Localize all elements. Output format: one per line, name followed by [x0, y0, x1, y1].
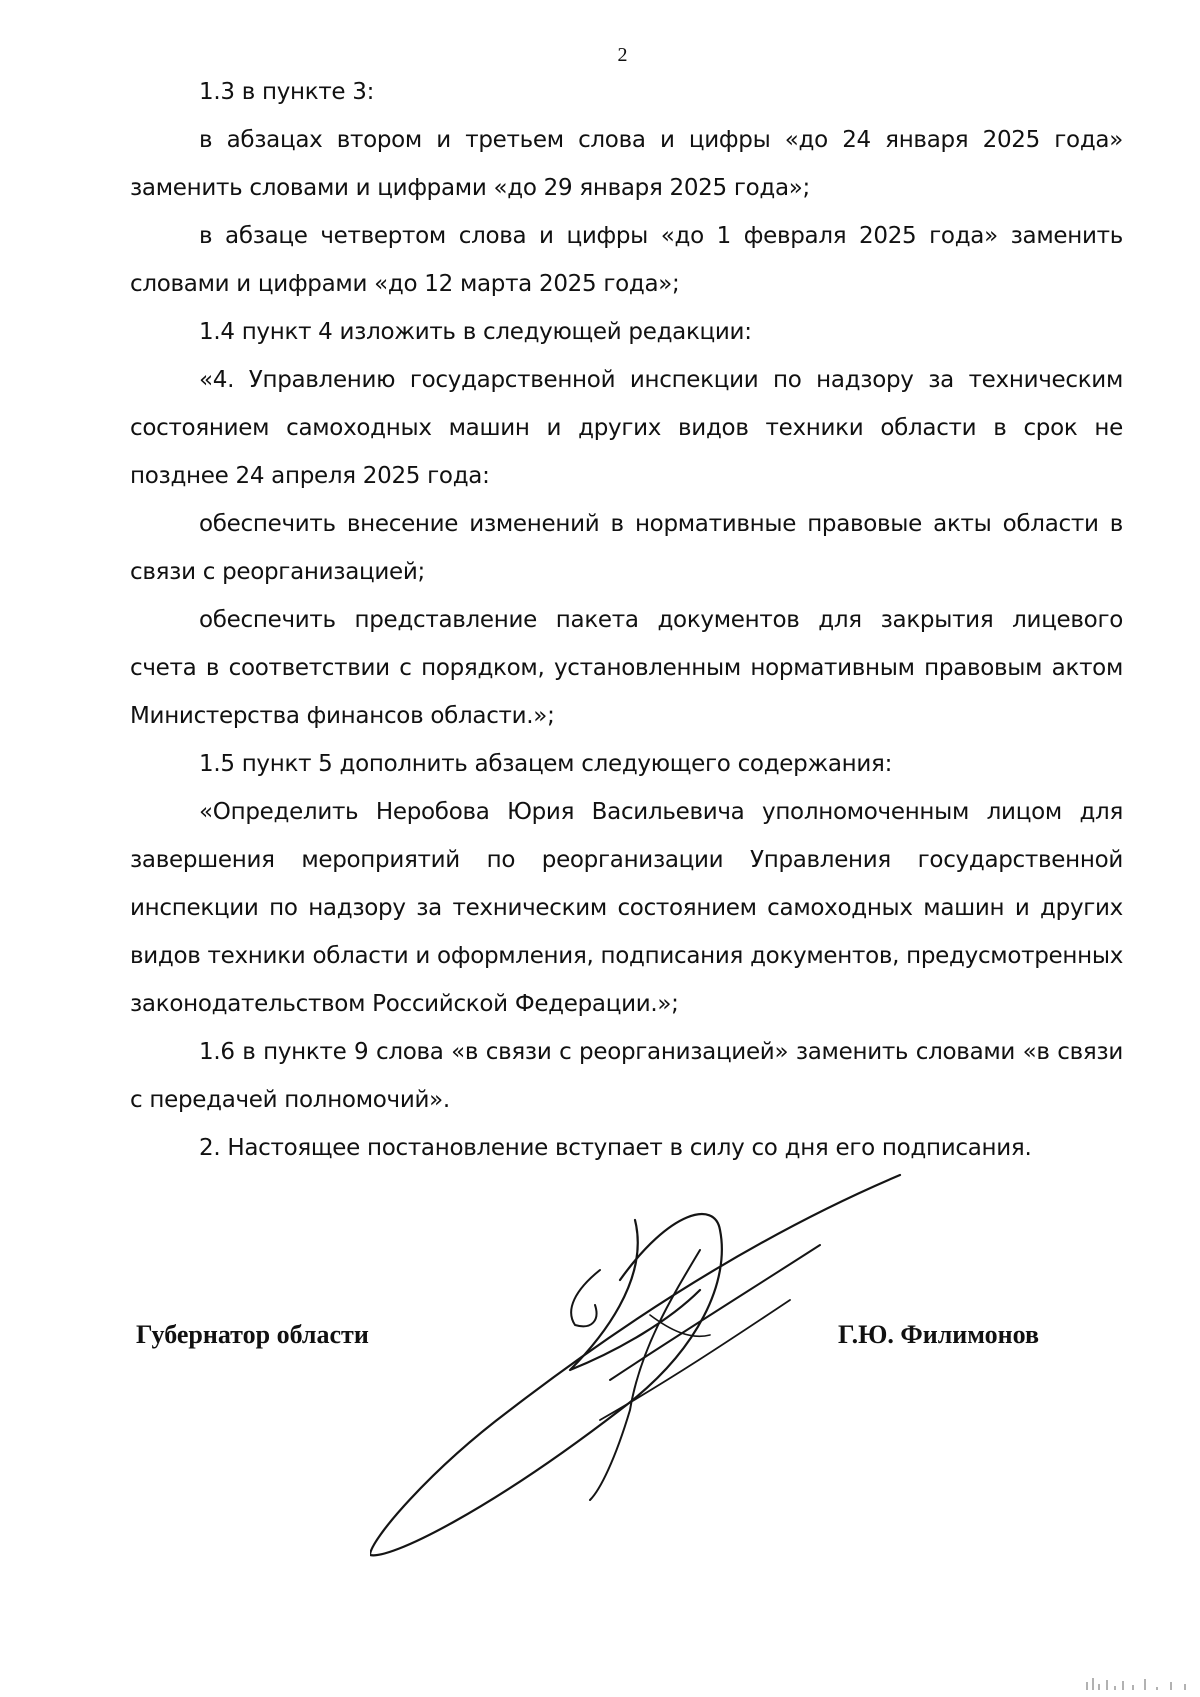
paragraph-1-4-a: «4. Управлению государственной инспекции по надзору за техническим состоянием самоходных машин и других видов техники области в срок не позднее 24 апреля 2025 года: [130, 367, 1123, 489]
paragraph-1-4: 1.4 пункт 4 изложить в следующей редакции: [199, 319, 752, 345]
paragraph-1-3: 1.3 в пункте 3: [199, 79, 375, 105]
paragraph-1-6: 1.6 в пункте 9 слова «в связи с реорганизацией» заменить словами «в связи с передачей полномочий». [130, 1039, 1123, 1113]
paragraph-1-5: 1.5 пункт 5 дополнить абзацем следующего содержания: [199, 751, 893, 777]
signer-position: Губернатор области [136, 1320, 369, 1349]
scan-edge-marks [1085, 1672, 1195, 1692]
paragraph-1-4-b: обеспечить внесение изменений в нормативные правовые акты области в связи с реорганизацией; [130, 511, 1123, 585]
paragraph-1-3-b: в абзаце четвертом слова и цифры «до 1 февраля 2025 года» заменить словами и цифрами «до 12 марта 2025 года»; [130, 223, 1123, 297]
paragraph-1-5-a: «Определить Неробова Юрия Васильевича уполномоченным лицом для завершения мероприятий по реорганизации Управления государственной инспекции по надзору за техническим состоянием самоходных машин и других видов техники области и оформления, подписания документов, предусмотренных законодательством Российской Федерации.»; [130, 799, 1124, 1017]
handwritten-signature [370, 1160, 930, 1560]
paragraph-1-4-c: обеспечить представление пакета документов для закрытия лицевого счета в соответствии с порядком, установленным нормативным правовым актом Министерства финансов области.»; [130, 607, 1123, 729]
document-body [130, 68, 1123, 1172]
page-number: 2 [617, 44, 628, 66]
paragraph-1-3-a: в абзацах втором и третьем слова и цифры «до 24 января 2025 года» заменить словами и цифрами «до 29 января 2025 года»; [130, 127, 1123, 201]
paragraph-2: 2. Настоящее постановление вступает в силу со дня его подписания. [199, 1135, 1032, 1161]
signer-name: Г.Ю. Филимонов [838, 1320, 1040, 1349]
